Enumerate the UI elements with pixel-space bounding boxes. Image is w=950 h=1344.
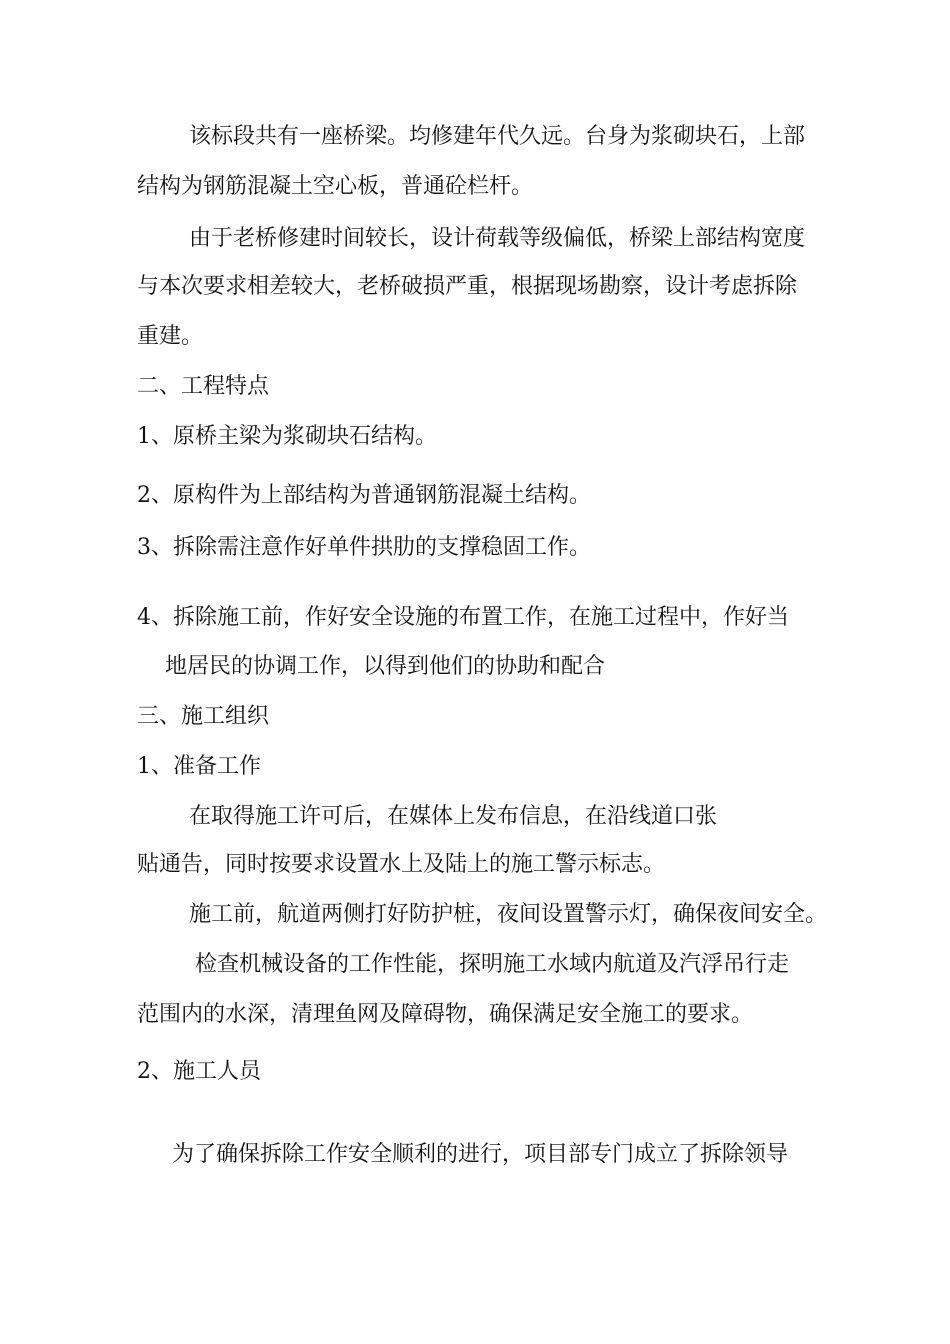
paragraph-line-6: 在取得施工许可后，在媒体上发布信息，在沿线道口张 <box>189 804 718 829</box>
paragraph-line-4: 与本次要求相差较大，老桥破损严重，根据现场勘察，设计考虑拆除 <box>137 274 798 299</box>
list-item-4: 4、拆除施工前，作好安全设施的布置工作，在施工过程中，作好当 <box>137 605 789 630</box>
paragraph-line-10: 范围内的水深，清理鱼网及障碍物，确保满足安全施工的要求。 <box>137 1002 754 1027</box>
paragraph-line-11: 为了确保拆除工作安全顺利的进行，项目部专门成立了拆除领导 <box>172 1142 789 1167</box>
subsection-heading-2: 2、施工人员 <box>137 1059 261 1084</box>
list-item-2: 2、原构件为上部结构为普通钢筋混凝土结构。 <box>137 483 591 508</box>
paragraph-line-7: 贴通告，同时按要求设置水上及陆上的施工警示标志。 <box>137 852 666 877</box>
list-item-4-continued: 地居民的协调工作，以得到他们的协助和配合 <box>165 654 606 679</box>
subsection-heading-1: 1、准备工作 <box>137 754 261 779</box>
paragraph-line-3: 由于老桥修建时间较长，设计荷载等级偏低，桥梁上部结构宽度 <box>189 226 806 251</box>
paragraph-line-2: 结构为钢筋混凝土空心板，普通砼栏杆。 <box>137 174 534 199</box>
list-item-1: 1、原桥主梁为浆砌块石结构。 <box>137 424 437 449</box>
paragraph-line-1: 该标段共有一座桥梁。均修建年代久远。台身为浆砌块石，上部 <box>189 124 806 149</box>
list-item-3: 3、拆除需注意作好单件拱肋的支撑稳固工作。 <box>137 535 591 560</box>
section-heading-3: 三、施工组织 <box>137 704 270 729</box>
paragraph-line-5: 重建。 <box>137 324 204 349</box>
paragraph-line-9: 检查机械设备的工作性能，探明施工水域内航道及汽浮吊行走 <box>195 952 790 977</box>
section-heading-2: 二、工程特点 <box>137 374 270 399</box>
paragraph-line-8: 施工前，航道两侧打好防护桩，夜间设置警示灯，确保夜间安全。 <box>189 902 828 927</box>
